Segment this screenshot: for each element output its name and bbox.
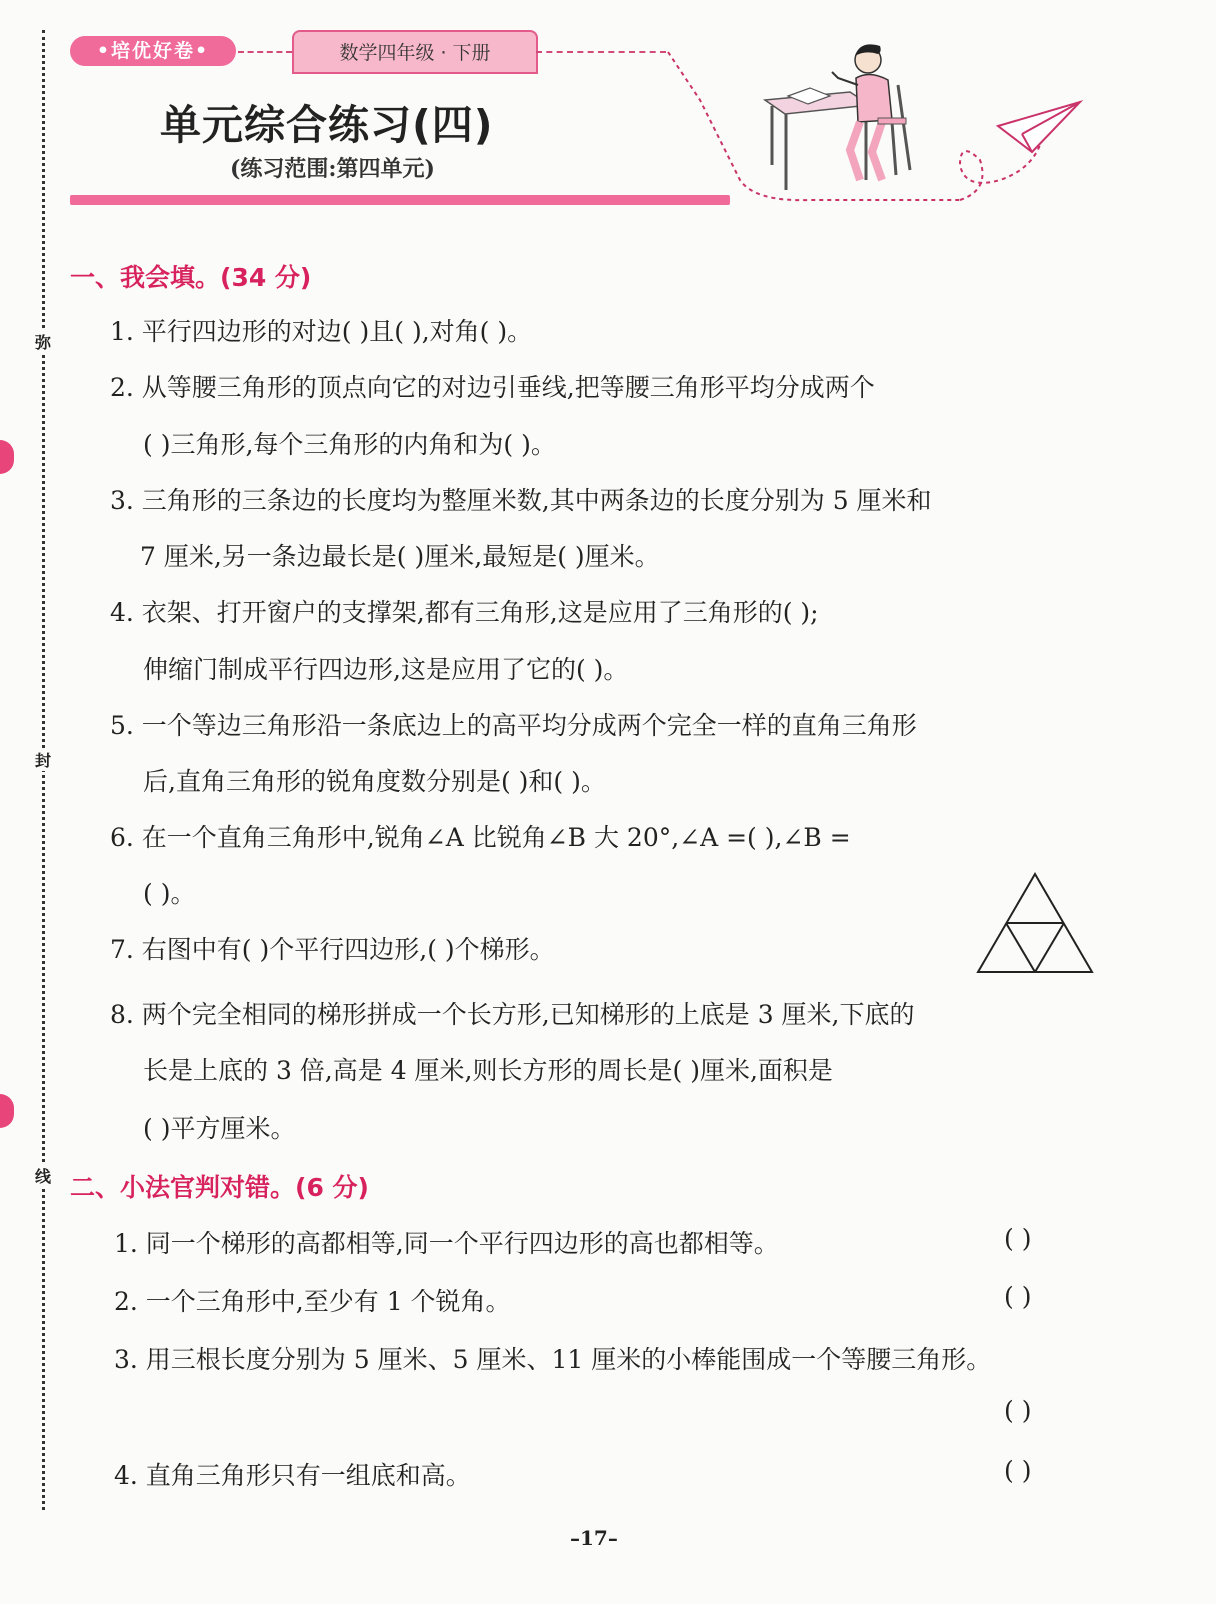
question-line: 3. 三角形的三条边的长度均为整厘米数,其中两条边的长度分别为 5 厘米和 — [110, 486, 932, 515]
question-line: 长是上底的 3 倍,高是 4 厘米,则长方形的周长是( )厘米,面积是 — [143, 1056, 833, 1085]
judge-question: 3. 用三根长度分别为 5 厘米、5 厘米、11 厘米的小棒能围成一个等腰三角形。 — [114, 1345, 992, 1374]
judge-answer-parens: ( ) — [1004, 1224, 1032, 1253]
page-subtitle: (练习范围:第四单元) — [230, 156, 435, 182]
question-line: 2. 从等腰三角形的顶点向它的对边引垂线,把等腰三角形平均分成两个 — [110, 373, 875, 402]
question-line: ( )平方厘米。 — [143, 1114, 296, 1143]
page-number: –17– — [570, 1526, 618, 1550]
margin-char-feng: 封 — [32, 748, 54, 771]
section-2-title: 二、小法官判对错。 — [70, 1173, 296, 1202]
judge-question: 2. 一个三角形中,至少有 1 个锐角。 — [114, 1287, 511, 1316]
question-line: 7 厘米,另一条边最长是( )厘米,最短是( )厘米。 — [140, 542, 660, 571]
grade-tab: 数学四年级 · 下册 — [292, 30, 538, 74]
question-line: ( )。 — [143, 879, 196, 908]
header-dashed-line — [238, 51, 292, 53]
series-badge: •培优好卷• — [70, 36, 236, 66]
section-2-heading — [70, 1168, 369, 1204]
section-2-points: (6 分) — [295, 1173, 369, 1202]
question-line: 5. 一个等边三角形沿一条底边上的高平均分成两个完全一样的直角三角形 — [110, 711, 917, 740]
header-dashed-line — [536, 51, 666, 53]
triangle-figure — [976, 872, 1094, 976]
section-1-heading — [70, 258, 311, 294]
page-tab-marker — [0, 440, 14, 474]
section-1-title: 一、我会填。 — [70, 263, 221, 292]
judge-answer-parens: ( ) — [1004, 1396, 1032, 1425]
margin-char-mi: 弥 — [32, 330, 54, 353]
student-desk-illustration — [660, 30, 1100, 210]
judge-question: 4. 直角三角形只有一组底和高。 — [114, 1461, 471, 1490]
question-line: 伸缩门制成平行四边形,这是应用了它的( )。 — [143, 655, 629, 684]
judge-answer-parens: ( ) — [1004, 1282, 1032, 1311]
margin-char-xian: 线 — [32, 1164, 54, 1187]
judge-answer-parens: ( ) — [1004, 1456, 1032, 1485]
question-line: 后,直角三角形的锐角度数分别是( )和( )。 — [143, 767, 606, 796]
page-tab-marker — [0, 1094, 14, 1128]
question-line: 8. 两个完全相同的梯形拼成一个长方形,已知梯形的上底是 3 厘米,下底的 — [110, 1000, 915, 1029]
question-line: 7. 右图中有( )个平行四边形,( )个梯形。 — [110, 935, 555, 964]
question-line: ( )三角形,每个三角形的内角和为( )。 — [143, 430, 556, 459]
section-1-points: (34 分) — [220, 263, 312, 292]
question-line: 1. 平行四边形的对边( )且( ),对角( )。 — [110, 317, 533, 346]
question-line: 4. 衣架、打开窗户的支撑架,都有三角形,这是应用了三角形的( ); — [110, 598, 819, 627]
title-underline-bar — [70, 195, 730, 205]
judge-question: 1. 同一个梯形的高都相等,同一个平行四边形的高也都相等。 — [114, 1229, 779, 1258]
question-line: 6. 在一个直角三角形中,锐角∠A 比锐角∠B 大 20°,∠A =( ),∠B = — [110, 823, 851, 852]
page-title: 单元综合练习(四) — [160, 101, 494, 149]
